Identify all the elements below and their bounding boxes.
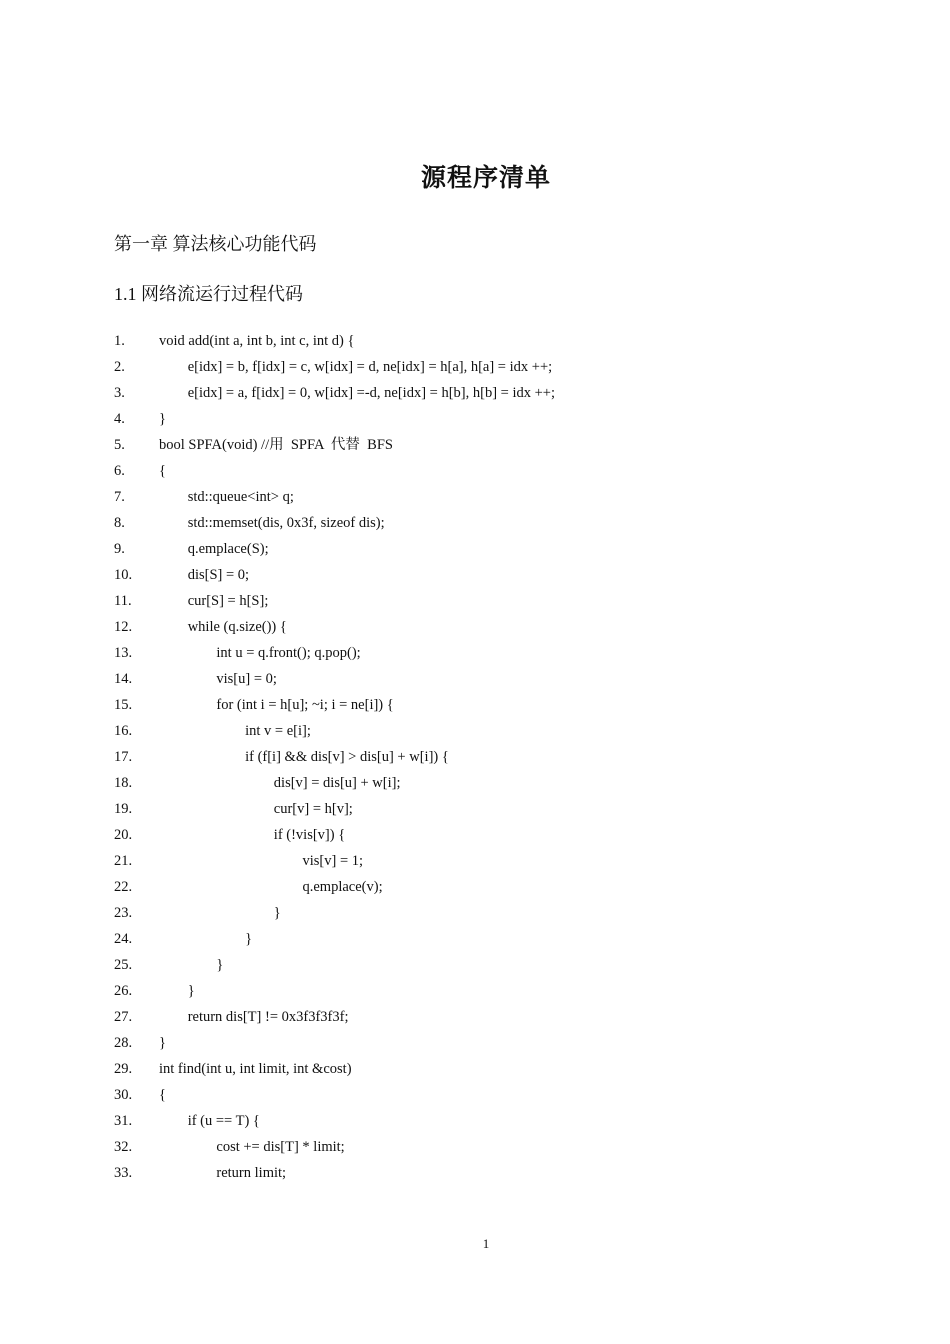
line-number: 15. bbox=[114, 697, 133, 713]
code-text: std::memset(dis, 0x3f, sizeof dis); bbox=[187, 515, 385, 531]
line-number: 7. bbox=[114, 489, 125, 505]
code-text: return dis[T] != 0x3f3f3f3f; bbox=[187, 1009, 349, 1025]
code-text: int u = q.front(); q.pop(); bbox=[216, 645, 361, 661]
code-text: q.emplace(v); bbox=[302, 879, 383, 895]
line-number: 20. bbox=[114, 827, 133, 843]
line-number: 2. bbox=[114, 359, 125, 375]
code-text: int find(int u, int limit, int &cost) bbox=[159, 1061, 352, 1077]
line-number: 33. bbox=[114, 1165, 133, 1181]
line-number: 30. bbox=[114, 1087, 133, 1103]
line-number: 14. bbox=[114, 671, 133, 687]
document-title: 源程序清单 bbox=[420, 165, 551, 192]
line-number: 5. bbox=[114, 437, 125, 453]
line-number: 4. bbox=[114, 411, 125, 427]
code-text: dis[S] = 0; bbox=[187, 567, 250, 583]
code-text: for (int i = h[u]; ~i; i = ne[i]) { bbox=[216, 697, 394, 713]
line-number: 31. bbox=[114, 1113, 133, 1129]
line-number: 17. bbox=[114, 749, 133, 765]
code-text: cur[v] = h[v]; bbox=[273, 801, 353, 817]
line-number: 25. bbox=[114, 957, 133, 973]
line-number: 3. bbox=[114, 385, 125, 401]
code-text: } bbox=[273, 905, 281, 921]
code-text: bool SPFA(void) //用 SPFA 代替 BFS bbox=[159, 437, 393, 453]
section-heading: 1.1 网络流运行过程代码 bbox=[114, 284, 303, 304]
code-text: vis[u] = 0; bbox=[216, 671, 277, 687]
code-text: { bbox=[159, 463, 166, 479]
line-number: 18. bbox=[114, 775, 133, 791]
code-text: cost += dis[T] * limit; bbox=[216, 1139, 345, 1155]
code-text: if (f[i] && dis[v] > dis[u] + w[i]) { bbox=[245, 749, 449, 765]
code-text: { bbox=[159, 1087, 166, 1103]
code-text: std::queue<int> q; bbox=[187, 489, 294, 505]
line-number: 22. bbox=[114, 879, 133, 895]
code-text: } bbox=[159, 1035, 166, 1051]
chapter-heading: 第一章 算法核心功能代码 bbox=[114, 234, 317, 254]
code-text: if (u == T) { bbox=[187, 1113, 260, 1129]
page-number: 1 bbox=[482, 1236, 490, 1251]
code-text: cur[S] = h[S]; bbox=[187, 593, 269, 609]
line-number: 21. bbox=[114, 853, 133, 869]
line-number: 28. bbox=[114, 1035, 133, 1051]
code-text: int v = e[i]; bbox=[245, 723, 311, 739]
line-number: 23. bbox=[114, 905, 133, 921]
code-text: e[idx] = a, f[idx] = 0, w[idx] =-d, ne[idx] = h[b], h[b] = idx ++; bbox=[187, 385, 555, 401]
line-number: 26. bbox=[114, 983, 133, 999]
line-number: 29. bbox=[114, 1061, 133, 1077]
code-text: return limit; bbox=[216, 1165, 287, 1181]
code-text: void add(int a, int b, int c, int d) { bbox=[159, 333, 355, 349]
line-number: 9. bbox=[114, 541, 125, 557]
code-text: dis[v] = dis[u] + w[i]; bbox=[273, 775, 401, 791]
line-number: 27. bbox=[114, 1009, 133, 1025]
line-number: 12. bbox=[114, 619, 133, 635]
line-number: 13. bbox=[114, 645, 133, 661]
line-number: 10. bbox=[114, 567, 133, 583]
code-text: } bbox=[245, 931, 253, 947]
code-text: while (q.size()) { bbox=[187, 619, 287, 635]
code-text: } bbox=[159, 411, 166, 427]
code-text: } bbox=[216, 957, 224, 973]
code-text: vis[v] = 1; bbox=[302, 853, 364, 869]
line-number: 1. bbox=[114, 333, 125, 349]
line-number: 6. bbox=[114, 463, 125, 479]
line-number: 24. bbox=[114, 931, 133, 947]
line-number: 11. bbox=[114, 593, 132, 609]
code-text: e[idx] = b, f[idx] = c, w[idx] = d, ne[idx] = h[a], h[a] = idx ++; bbox=[187, 359, 553, 375]
line-number: 16. bbox=[114, 723, 133, 739]
code-text: if (!vis[v]) { bbox=[273, 827, 346, 843]
code-text: } bbox=[187, 983, 195, 999]
line-number: 8. bbox=[114, 515, 125, 531]
line-number: 19. bbox=[114, 801, 133, 817]
line-number: 32. bbox=[114, 1139, 133, 1155]
code-text: q.emplace(S); bbox=[187, 541, 269, 557]
